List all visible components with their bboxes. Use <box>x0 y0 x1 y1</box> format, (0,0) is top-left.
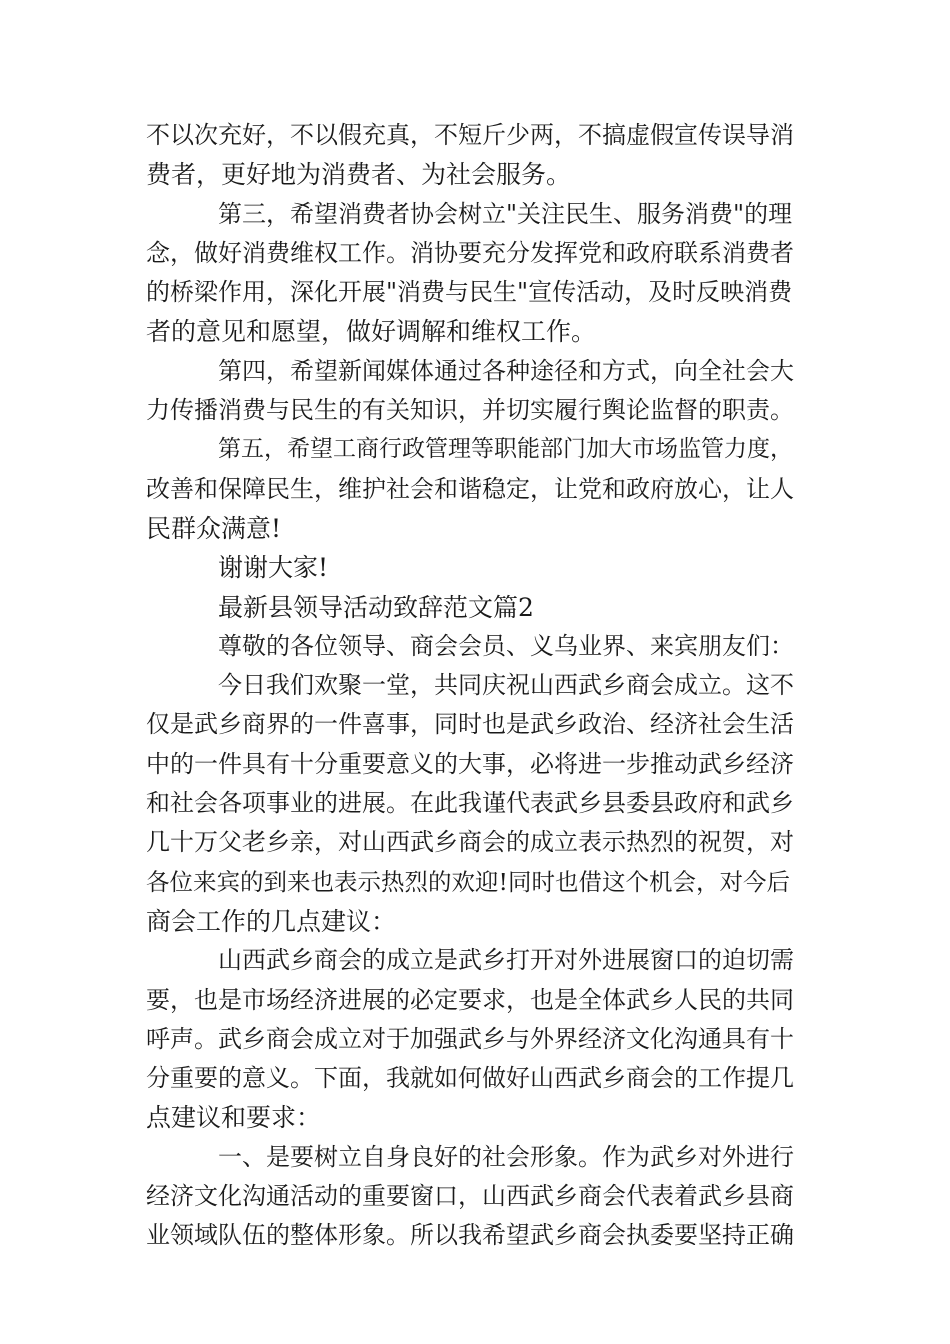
text-line: 不以次充好，不以假充真，不短斤少两，不搞虚假宣传误导消 <box>146 121 794 149</box>
text-line: 分重要的意义。下面，我就如何做好山西武乡商会的工作提几 <box>146 1064 794 1093</box>
text-line: 力传播消费与民生的有关知识，并切实履行舆论监督的职责。 <box>146 396 794 425</box>
document-body <box>146 116 796 1256</box>
text-line: 一、是要树立自身良好的社会形象。作为武乡对外进行 <box>218 1142 794 1171</box>
text-line: 第五，希望工商行政管理等职能部门加大市场监管力度， <box>218 436 793 463</box>
text-line: 中的一件具有十分重要意义的大事，必将进一步推动武乡经济 <box>146 749 794 778</box>
text-line: 和社会各项事业的进展。在此我谨代表武乡县委县政府和武乡 <box>146 789 794 818</box>
text-line: 业领域队伍的整体形象。所以我希望武乡商会执委要坚持正确 <box>146 1221 794 1250</box>
text-line: 要，也是市场经济进展的必定要求，也是全体武乡人民的共同 <box>146 985 794 1014</box>
text-line: 经济文化沟通活动的重要窗口，山西武乡商会代表着武乡县商 <box>146 1182 794 1211</box>
text-line: 的桥梁作用，深化开展"消费与民生"宣传活动，及时反映消费 <box>146 278 793 307</box>
text-line: 今日我们欢聚一堂，共同庆祝山西武乡商会成立。这不 <box>218 671 794 700</box>
text-line: 念，做好消费维权工作。消协要充分发挥党和政府联系消费者 <box>146 238 794 267</box>
text-line: 尊敬的各位领导、商会会员、义乌业界、来宾朋友们： <box>218 631 794 660</box>
text-line: 者的意见和愿望，做好调解和维权工作。 <box>146 317 597 347</box>
text-line: 费者，更好地为消费者、为社会服务。 <box>146 160 572 190</box>
text-line: 各位来宾的到来也表示热烈的欢迎!同时也借这个机会，对今后 <box>146 867 790 896</box>
section-heading: 最新县领导活动致辞范文篇2 <box>218 592 534 622</box>
text-line: 改善和保障民生，维护社会和谐稳定，让党和政府放心，让人 <box>146 474 794 503</box>
text-line: 几十万父老乡亲，对山西武乡商会的成立表示热烈的祝贺，对 <box>146 828 794 857</box>
text-line: 点建议和要求： <box>146 1103 322 1133</box>
text-line: 山西武乡商会的成立是武乡打开对外进展窗口的迫切需 <box>218 946 794 975</box>
text-line: 仅是武乡商界的一件喜事，同时也是武乡政治、经济社会生活 <box>146 710 794 739</box>
text-line: 第三，希望消费者协会树立"关注民生、服务消费"的理 <box>218 199 793 228</box>
text-line: 商会工作的几点建议： <box>146 906 397 936</box>
text-line: 第四，希望新闻媒体通过各种途径和方式，向全社会大 <box>218 356 794 385</box>
text-line: 谢谢大家! <box>218 553 329 583</box>
text-line: 民群众满意! <box>146 513 282 543</box>
text-line: 呼声。武乡商会成立对于加强武乡与外界经济文化沟通具有十 <box>146 1024 794 1053</box>
